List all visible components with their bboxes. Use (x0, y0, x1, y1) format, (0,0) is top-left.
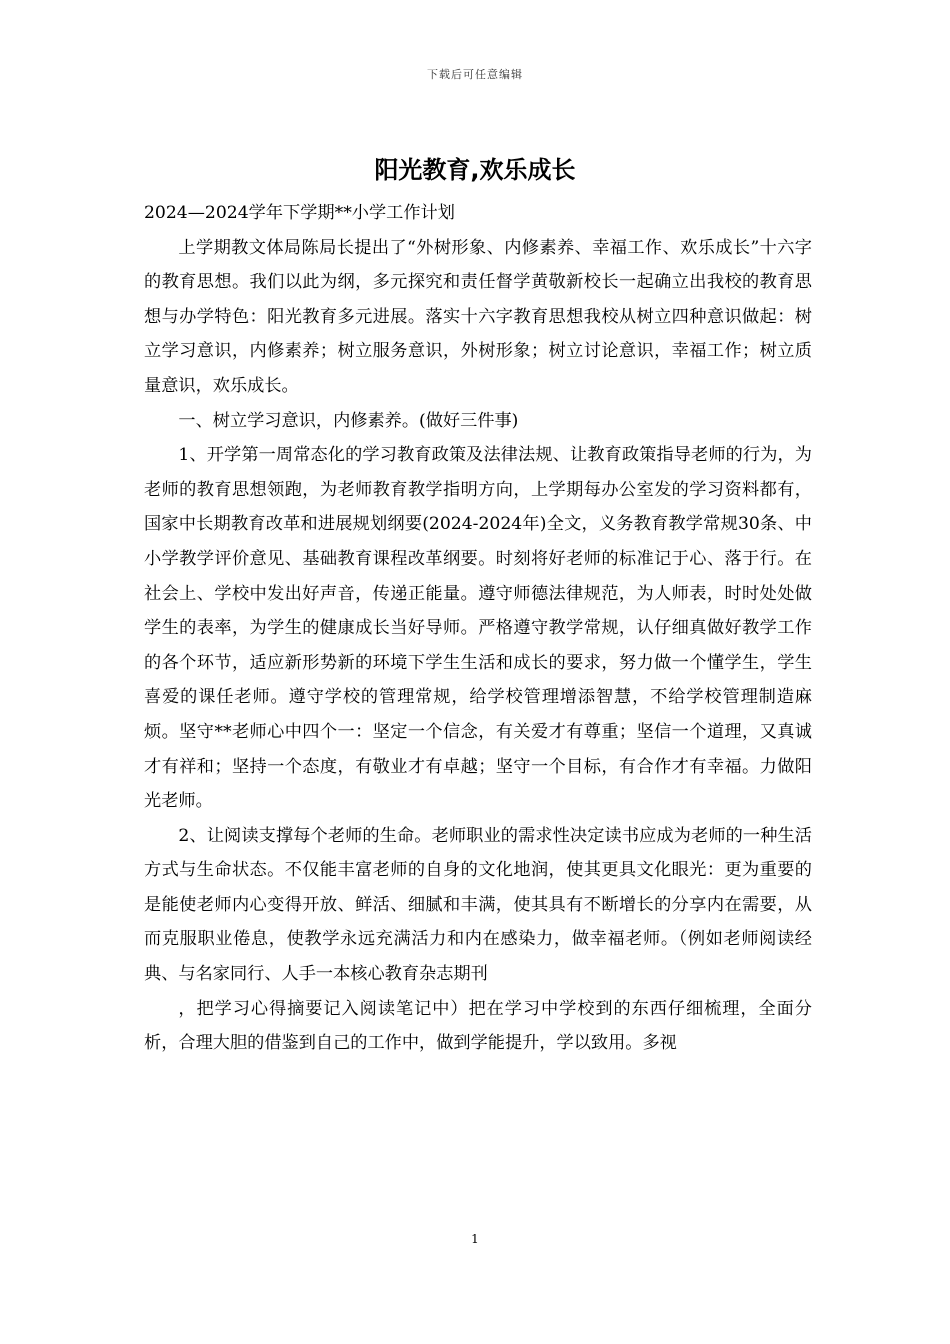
paragraph-item-2: 2、让阅读支撑每个老师的生命。老师职业的需求性决定读书应成为老师的一种生活方式与生命状态。不仅能丰富老师的自身的文化地润，使其更具文化眼光：更为重要的是能使老师内心变得开放、鲜活、细腻和丰满，使其具有不断增长的分享内在需要，从而克服职业倦息，使教学永远充满活力和内在感染力，做幸福老师。（例如老师阅读经典、与名家同行、人手一本核心教育杂志期刊 (144, 825, 812, 985)
section-heading-1: 一、树立学习意识，内修素养。(做好三件事) (178, 410, 519, 431)
document-subtitle: 2024—2024学年下学期**小学工作计划 (144, 203, 455, 223)
paragraph-continuation: ，把学习心得摘要记入阅读笔记中）把在学习中学校到的东西仔细梳理，全面分析，合理大胆的借鉴到自己的工作中，做到学能提升，学以致用。多视 (144, 998, 812, 1054)
document-body (144, 196, 812, 1061)
header-note: 下载后可任意编辑 (427, 68, 523, 81)
paragraph-intro: 上学期教文体局陈局长提出了“外树形象、内修素养、幸福工作、欢乐成长”十六字的教育思想。我们以此为纲，多元探究和责任督学黄敬新校长一起确立出我校的教育思想与办学特色：阳光教育多元进展。落实十六字教育思想我校从树立四种意识做起：树立学习意识，内修素养；树立服务意识，外树形象；树立讨论意识，幸福工作；树立质量意识，欢乐成长。 (144, 237, 812, 396)
paragraph-item-1: 1、开学第一周常态化的学习教育政策及法律法规、让教育政策指导老师的行为，为老师的教育思想领跑，为老师教育教学指明方向，上学期每办公室发的学习资料都有，国家中长期教育改革和进展规划纲要(2024-2024年)全文，义务教育教学常规30条、中小学教学评价意见、基础教育课程改革纲要。时刻将好老师的标准记于心、落于行。在社会上、学校中发出好声音，传递正能量。遵守师德法律规范，为人师表，时时处处做学生的表率，为学生的健康成长当好导师。严格遵守教学常规，认仔细真做好教学工作的各个环节，适应新形势新的环境下学生生活和成长的要求，努力做一个懂学生，学生喜爱的课任老师。遵守学校的管理常规，给学校管理增添智慧，不给学校管理制造麻烦。坚守**老师心中四个一：坚定一个信念，有关爱才有尊重；坚信一个道理，又真诚才有祥和；坚持一个态度，有敬业才有卓越；坚守一个目标，有合作才有幸福。力做阳光老师。 (144, 445, 812, 812)
document-title: 阳光教育,欢乐成长 (374, 156, 576, 184)
page-number: 1 (471, 1232, 479, 1246)
